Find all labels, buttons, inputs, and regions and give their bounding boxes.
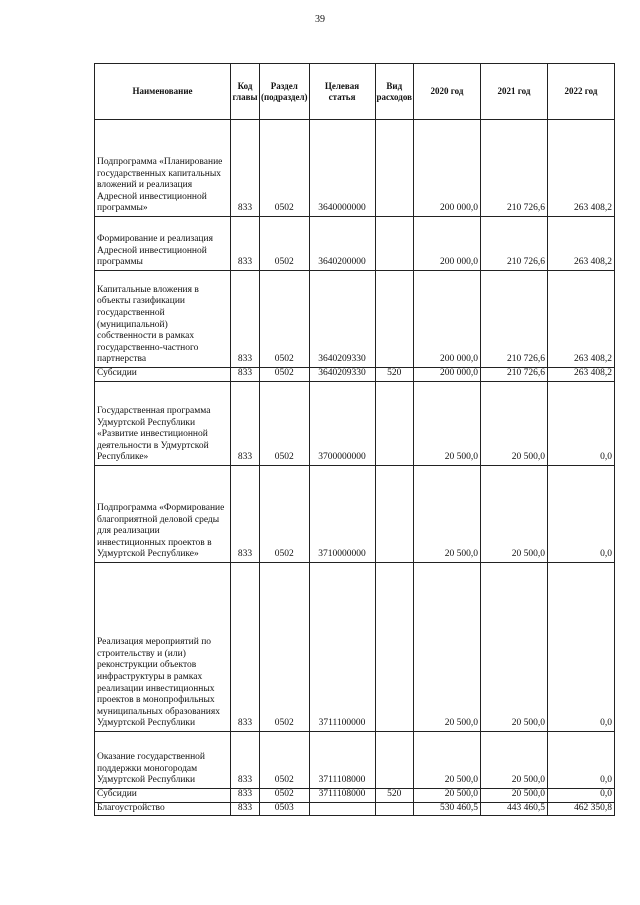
row-code: 833: [231, 563, 260, 732]
header-row: [95, 64, 615, 120]
row-value-2022: 263 408,2: [547, 120, 614, 217]
table-row: [95, 802, 615, 816]
row-value-2021: 20 500,0: [480, 563, 547, 732]
row-value-2021: 443 460,5: [480, 802, 547, 816]
row-value-2020: 20 500,0: [413, 563, 480, 732]
row-name: Подпрограмма «Планирование государственных капитальных вложений и реализация Адресной инвестиционной программы»: [95, 120, 231, 217]
row-target: 3640209330: [309, 271, 375, 368]
row-kind: 520: [375, 368, 413, 382]
row-code: 833: [231, 382, 260, 466]
table-row: [95, 120, 615, 217]
row-value-2022: 462 350,8: [547, 802, 614, 816]
header-kind: Вид расходов: [375, 64, 413, 120]
row-kind: [375, 466, 413, 563]
row-code: 833: [231, 217, 260, 271]
header-section: Раздел (подраздел): [260, 64, 310, 120]
row-target: 3700000000: [309, 382, 375, 466]
row-value-2021: 210 726,6: [480, 271, 547, 368]
row-kind: [375, 563, 413, 732]
row-section: 0502: [260, 382, 310, 466]
row-name: Оказание государственной поддержки моногородам Удмуртской Республики: [95, 732, 231, 789]
row-value-2020: 20 500,0: [413, 382, 480, 466]
row-code: 833: [231, 271, 260, 368]
row-value-2020: 20 500,0: [413, 466, 480, 563]
header-2021: 2021 год: [480, 64, 547, 120]
table-row: [95, 382, 615, 466]
row-value-2022: 263 408,2: [547, 271, 614, 368]
row-value-2020: 200 000,0: [413, 368, 480, 382]
row-name: Капитальные вложения в объекты газификации государственной (муниципальной) собственности в рамках государственно-частного партнерства: [95, 271, 231, 368]
row-value-2021: 20 500,0: [480, 732, 547, 789]
row-section: 0502: [260, 466, 310, 563]
row-section: 0502: [260, 271, 310, 368]
table-row: [95, 271, 615, 368]
row-value-2021: 210 726,6: [480, 368, 547, 382]
row-value-2020: 200 000,0: [413, 271, 480, 368]
row-target: 3711100000: [309, 563, 375, 732]
row-value-2022: 0,0: [547, 789, 614, 803]
row-kind: [375, 382, 413, 466]
row-kind: [375, 802, 413, 816]
table-row: [95, 217, 615, 271]
row-name: Благоустройство: [95, 802, 231, 816]
row-name: Формирование и реализация Адресной инвестиционной программы: [95, 217, 231, 271]
row-target: 3640209330: [309, 368, 375, 382]
row-target: 3640000000: [309, 120, 375, 217]
table-row: [95, 789, 615, 803]
header-2022: 2022 год: [547, 64, 614, 120]
row-kind: [375, 217, 413, 271]
row-value-2022: 0,0: [547, 382, 614, 466]
row-section: 0502: [260, 120, 310, 217]
row-value-2021: 210 726,6: [480, 217, 547, 271]
row-value-2020: 20 500,0: [413, 732, 480, 789]
header-2020: 2020 год: [413, 64, 480, 120]
table-row: [95, 732, 615, 789]
header-code: Код главы: [231, 64, 260, 120]
row-value-2021: 20 500,0: [480, 789, 547, 803]
row-value-2022: 263 408,2: [547, 217, 614, 271]
row-section: 0502: [260, 563, 310, 732]
row-code: 833: [231, 732, 260, 789]
row-target: 3711108000: [309, 789, 375, 803]
row-code: 833: [231, 802, 260, 816]
row-section: 0503: [260, 802, 310, 816]
row-value-2022: 0,0: [547, 466, 614, 563]
row-name: Реализация мероприятий по строительству и (или) реконструкции объектов инфраструктуры в рамках реализации инвестиционных проектов в монопрофильных муниципальных образованиях Удмуртской Республики: [95, 563, 231, 732]
page-number: 39: [315, 14, 325, 25]
row-name: Государственная программа Удмуртской Республики «Развитие инвестиционной деятельности в Удмуртской Республике»: [95, 382, 231, 466]
row-section: 0502: [260, 368, 310, 382]
row-code: 833: [231, 368, 260, 382]
row-value-2020: 200 000,0: [413, 120, 480, 217]
row-section: 0502: [260, 789, 310, 803]
row-value-2020: 20 500,0: [413, 789, 480, 803]
row-value-2022: 0,0: [547, 732, 614, 789]
row-kind: [375, 120, 413, 217]
row-kind: [375, 271, 413, 368]
row-target: 3710000000: [309, 466, 375, 563]
row-value-2020: 530 460,5: [413, 802, 480, 816]
row-code: 833: [231, 120, 260, 217]
row-value-2021: 210 726,6: [480, 120, 547, 217]
budget-table: [94, 63, 615, 816]
row-value-2022: 0,0: [547, 563, 614, 732]
table-row: [95, 466, 615, 563]
row-value-2021: 20 500,0: [480, 382, 547, 466]
row-value-2021: 20 500,0: [480, 466, 547, 563]
row-name: Подпрограмма «Формирование благоприятной деловой среды для реализации инвестиционных проектов в Удмуртской Республике»: [95, 466, 231, 563]
row-target: 3640200000: [309, 217, 375, 271]
row-target: [309, 802, 375, 816]
row-code: 833: [231, 789, 260, 803]
row-kind: 520: [375, 789, 413, 803]
row-name: Субсидии: [95, 368, 231, 382]
row-code: 833: [231, 466, 260, 563]
header-name: Наименование: [95, 64, 231, 120]
row-target: 3711108000: [309, 732, 375, 789]
row-value-2020: 200 000,0: [413, 217, 480, 271]
row-section: 0502: [260, 217, 310, 271]
table-row: [95, 563, 615, 732]
row-section: 0502: [260, 732, 310, 789]
row-name: Субсидии: [95, 789, 231, 803]
table-row: [95, 368, 615, 382]
row-kind: [375, 732, 413, 789]
header-target: Целевая статья: [309, 64, 375, 120]
row-value-2022: 263 408,2: [547, 368, 614, 382]
